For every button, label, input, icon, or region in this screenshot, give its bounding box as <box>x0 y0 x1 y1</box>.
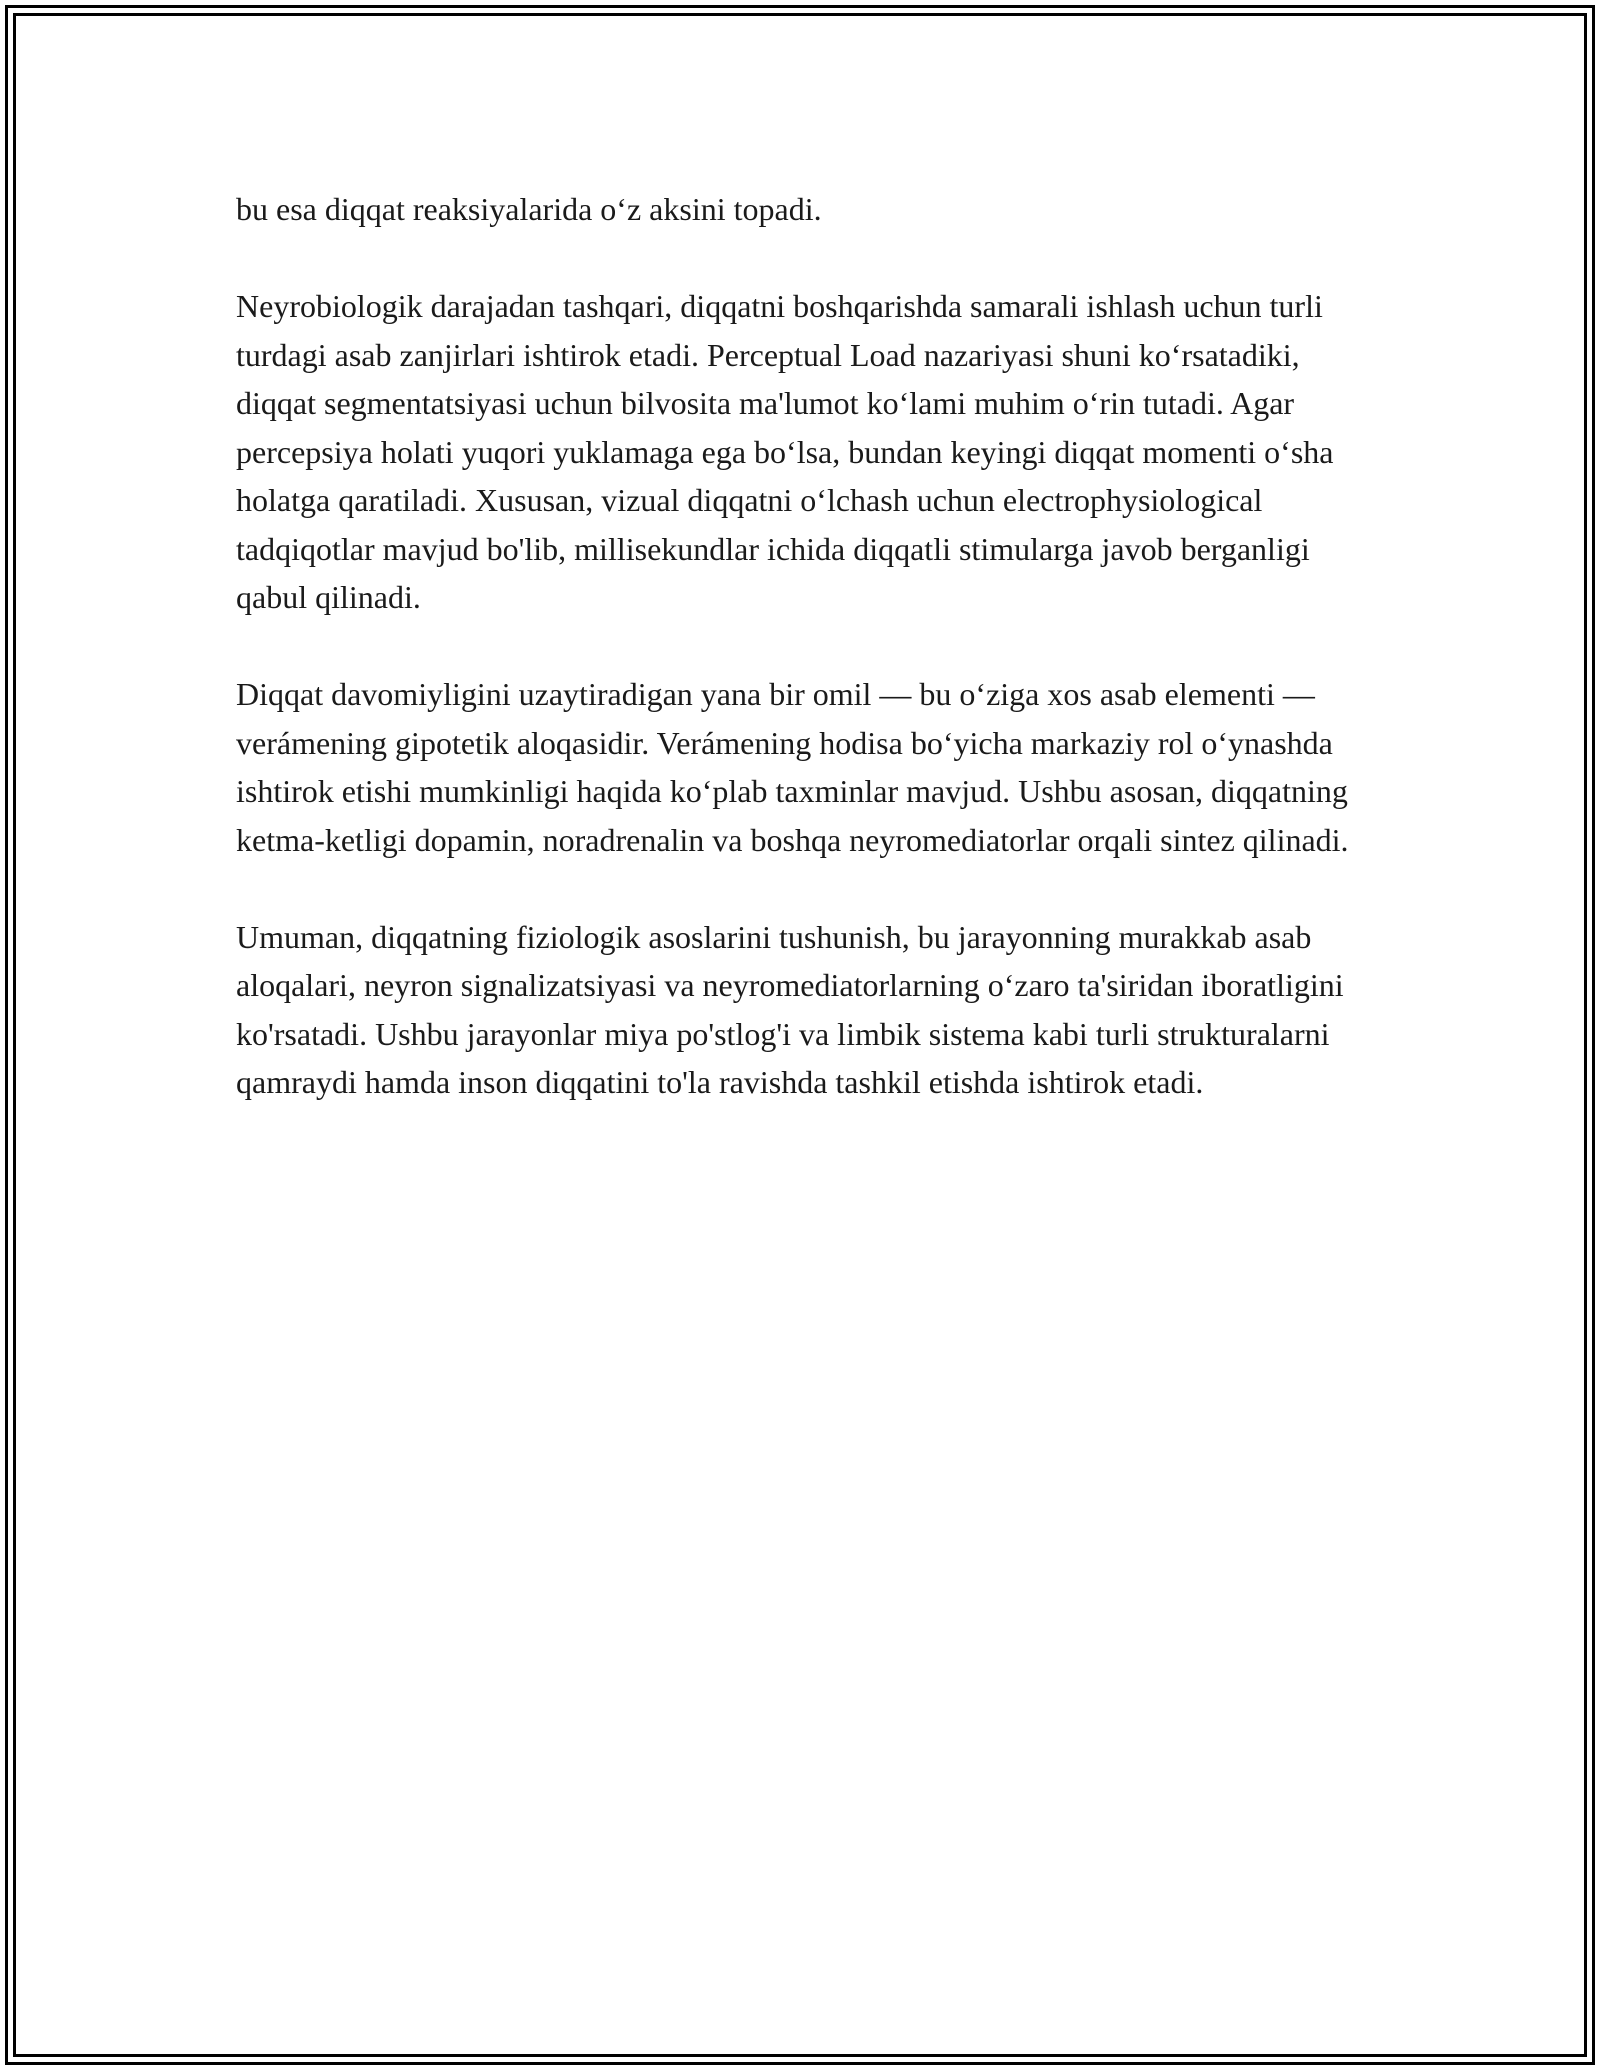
paragraph-4: Umuman, diqqatning fiziologik asoslarini tushunish, bu jarayonning murakkab asab aloqalari, neyron signalizatsiyasi va neyromediatorlarning o‘zaro ta'siridan iboratligini ko'rsatadi. Ushbu jarayonlar miya po'stlog'i va limbik sistema kabi turli strukturalarni qamraydi hamda inson diqqatini to'la ravishda tashkil etishda ishtirok etadi. <box>236 918 1344 1100</box>
paragraph-3: Diqqat davomiyligini uzaytiradigan yana bir omil — bu o‘ziga xos asab elementi — verámening gipotetik aloqasidir. Verámening hodisa bo‘yicha markaziy rol o‘ynashda ishtirok etishi mumkinligi haqida ko‘plab taxminlar mavjud. Ushbu asosan, diqqatning ketma-ketligi dopamin, noradrenalin va boshqa neyromediatorlar orqali sintez qilinadi. <box>236 676 1349 858</box>
document-body <box>236 185 1366 1107</box>
paragraph-1: bu esa diqqat reaksiyalarida o‘z aksini topadi. <box>236 191 822 227</box>
paragraph-2: Neyrobiologik darajadan tashqari, diqqatni boshqarishda samarali ishlash uchun turli turdagi asab zanjirlari ishtirok etadi. Perceptual Load nazariyasi shuni ko‘rsatadiki, diqqat segmentatsiyasi uchun bilvosita ma'lumot ko‘lami muhim o‘rin tutadi. Agar percepsiya holati yuqori yuklamaga ega bo‘lsa, bundan keyingi diqqat momenti o‘sha holatga qaratiladi. Xususan, vizual diqqatni o‘lchash uchun electrophysiological tadqiqotlar mavjud bo'lib, millisekundlar ichida diqqatli stimularga javob berganligi qabul qilinadi. <box>236 288 1334 615</box>
